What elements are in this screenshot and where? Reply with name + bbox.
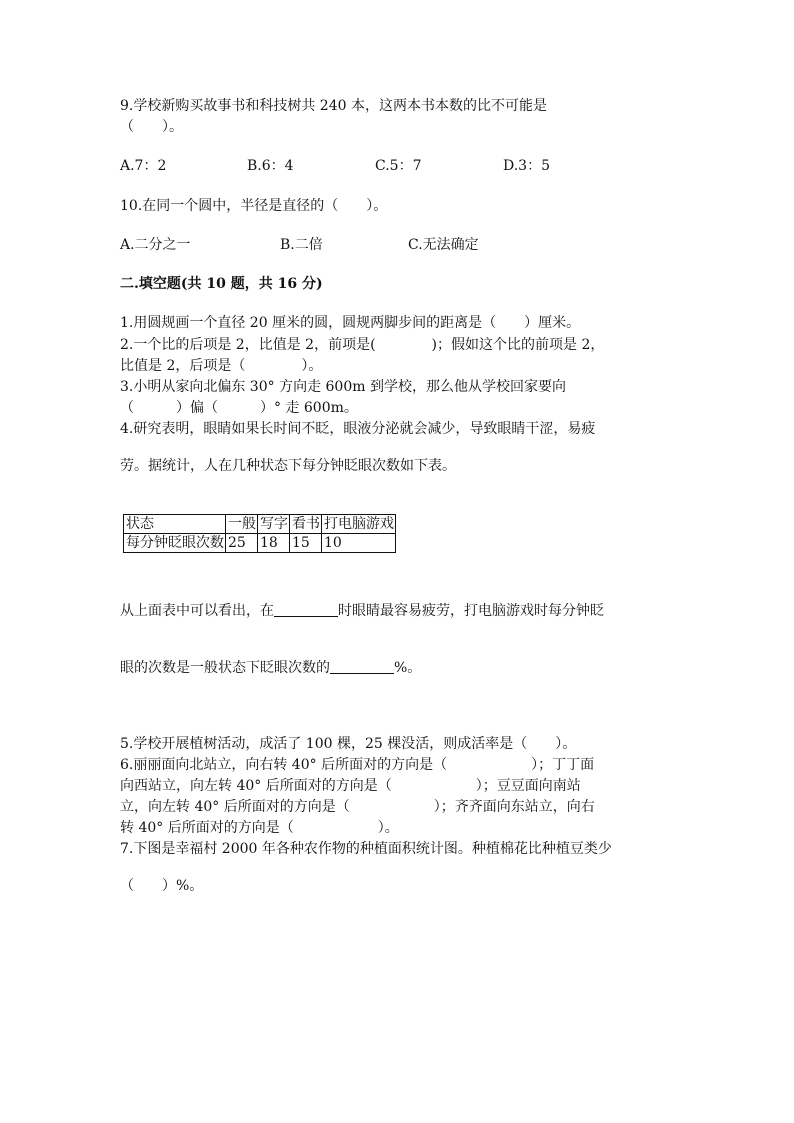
table-header-row [124,515,396,534]
table-cell: 状态 [124,515,226,534]
table-row [124,534,396,553]
table-cell: 一般 [226,515,258,534]
f3-line1: 3.小明从家向北偏东 30° 方向走 600m 到学校，那么他从学校回家要向 [120,379,566,395]
f4-after-line2-b: %。 [394,660,422,676]
f2-line1: 2.一个比的后项是 2，比值是 2，前项是( )；假如这个比的前项是 2， [120,337,605,353]
f7-line1: 7.下图是幸福村 2000 年各种农作物的种植面积统计图。种植棉花比种植豆类少 [120,841,612,857]
f4-line1: 4.研究表明，眼睛如果长时间不眨，眼液分泌就会减少，导致眼睛干涩，易疲 [120,421,596,437]
q10-option-a: A.二分之一 [120,237,191,253]
answer-blank[interactable] [330,659,394,674]
f2-line2: 比值是 2，后项是（ ）。 [120,358,323,374]
f5-line1: 5.学校开展植树活动，成活了 100 棵，25 棵没活，则成活率是（ ）。 [120,736,577,752]
f6-line1: 6.丽丽面向北站立，向右转 40° 后所面对的方向是（ ）；丁丁面 [120,757,595,773]
q9-stem-line1: 9.学校新购买故事书和科技树共 240 本，这两本书本数的比不可能是 [120,98,547,114]
table-cell: 看书 [290,515,322,534]
table-cell: 25 [226,534,258,553]
f1-line1: 1.用圆规画一个直径 20 厘米的圆，圆规两脚步间的距离是（ ）厘米。 [120,315,581,331]
f4-line2: 劳。据统计，人在几种状态下每分钟眨眼次数如下表。 [120,458,456,474]
q9-option-d: D.3：5 [503,158,550,174]
f6-line2: 向西站立，向左转 40° 后所面对的方向是（ ）；豆豆面向南站 [120,778,581,794]
f4-after-line1-a: 从上面表中可以看出，在 [120,603,274,619]
q9-option-b: B.6：4 [247,158,294,174]
answer-blank[interactable] [274,602,338,617]
f3-line2: （ ）偏（ ）° 走 600m。 [120,400,358,416]
f6-line3: 立，向左转 40° 后所面对的方向是（ ）；齐齐面向东站立，向右 [120,799,595,815]
q10-option-b: B.二倍 [280,237,323,253]
section-heading: 二.填空题(共 10 题，共 16 分) [120,276,323,292]
f6-line4: 转 40° 后所面对的方向是（ ）。 [120,820,399,836]
table-cell: 15 [290,534,322,553]
q9-option-c: C.5：7 [375,158,422,174]
table-cell: 10 [322,534,396,553]
table-cell: 写字 [258,515,290,534]
table-cell: 打电脑游戏 [322,515,396,534]
q9-option-a: A.7：2 [120,158,167,174]
f4-after-line1 [120,602,604,620]
table-cell: 每分钟眨眼次数 [124,534,226,553]
blink-table [123,514,396,553]
f4-after-line1-b: 时眼睛最容易疲劳，打电脑游戏时每分钟眨 [338,603,604,619]
q10-stem: 10.在同一个圆中，半径是直径的（ ）。 [120,198,388,214]
f4-after-line2 [120,659,421,677]
q9-stem-line2: （ ）。 [120,119,183,135]
table-cell: 18 [258,534,290,553]
f7-line2: （ ）%。 [120,878,204,894]
f4-after-line2-a: 眼的次数是一般状态下眨眼次数的 [120,660,330,676]
q10-option-c: C.无法确定 [408,237,479,253]
